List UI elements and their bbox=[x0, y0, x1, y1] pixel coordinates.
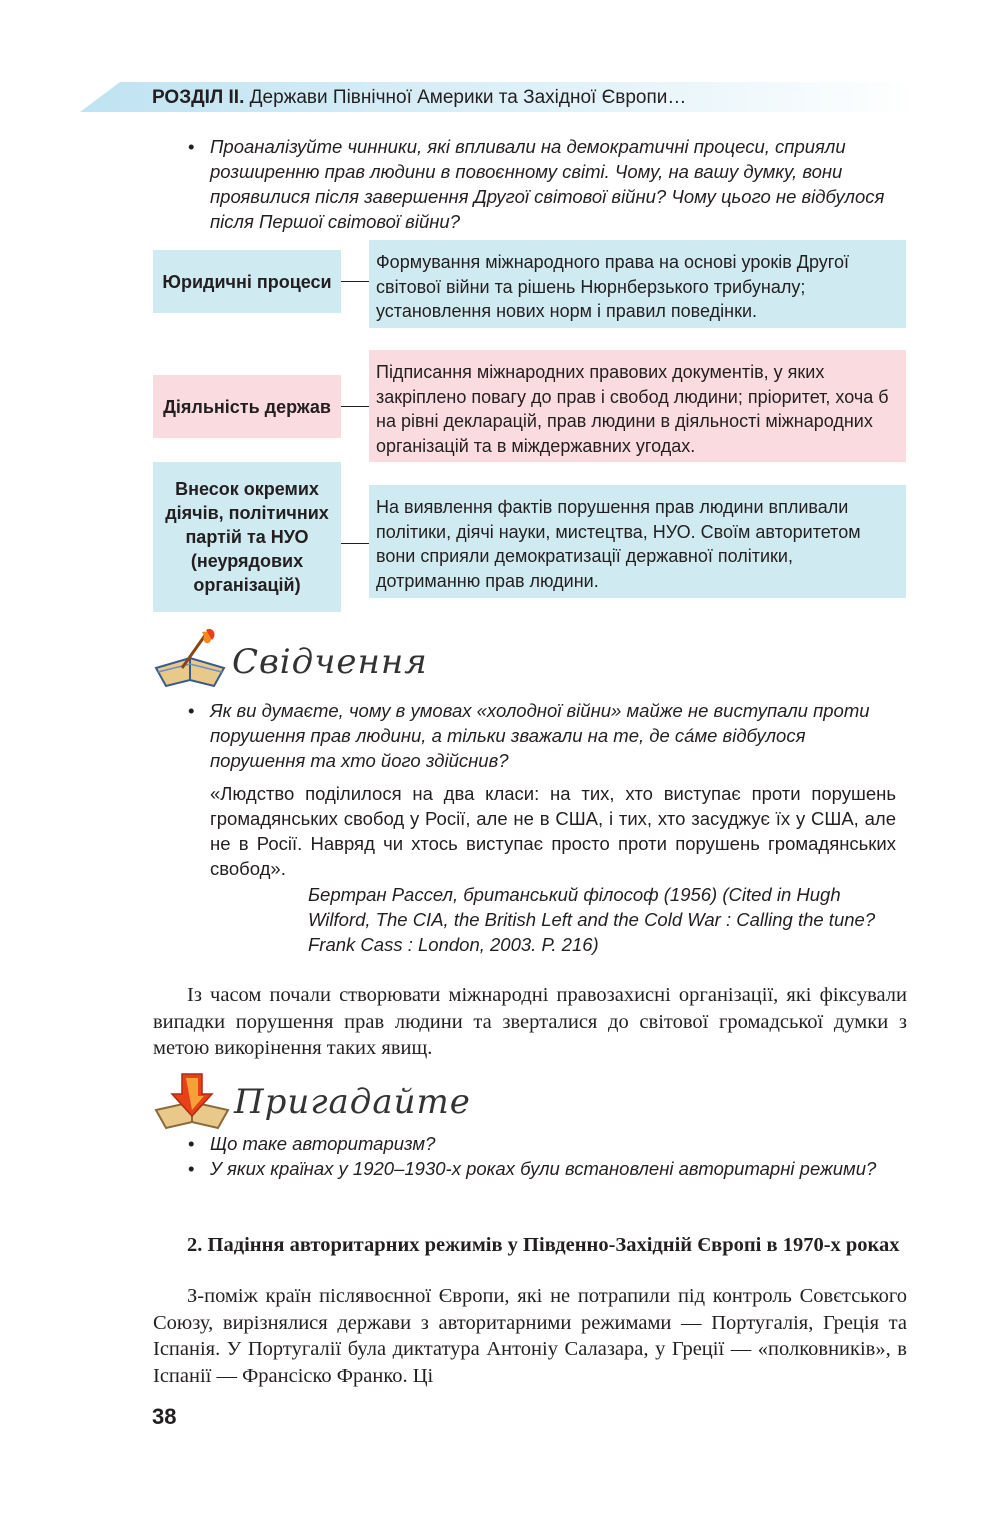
intro-question-list bbox=[210, 134, 906, 234]
evidence-citation: Бертран Рассел, британський філософ (1956) (Cited in Hugh Wilford, The CIA, the British Left and the Cold War : Calling the tune? Frank Cass : London, 2003. P. 216) bbox=[308, 884, 876, 955]
remember-item-2: • У яких країнах у 1920–1930-х роках були встановлені авторитарні режими? bbox=[210, 1156, 902, 1181]
diagram-connector-2 bbox=[341, 406, 369, 407]
remember-item-1: • Що таке авторитаризм? bbox=[210, 1131, 902, 1156]
arrow-book-icon bbox=[152, 1072, 232, 1132]
diagram-label-legal: Юридичні процеси bbox=[153, 250, 341, 313]
diagram-text-individuals: На виявлення фактів порушення прав людини впливали політики, діячі науки, мистецтва, НУО. Своїм авторитетом вони сприяли демократизації державної політики, дотриманню прав людини. bbox=[369, 485, 906, 598]
evidence-question-list bbox=[210, 698, 900, 773]
diagram-text-legal: Формування міжнародного права на основі уроків Другої світової війни та рішень Нюрнберзького трибуналу; установлення нових норм і правил поведінки. bbox=[369, 240, 906, 328]
header-title: Держави Північної Америки та Західної Європи… bbox=[249, 87, 687, 108]
running-header bbox=[152, 86, 686, 110]
page-number: 38 bbox=[152, 1404, 177, 1429]
diagram-connector-1 bbox=[341, 281, 369, 282]
remember-list bbox=[210, 1131, 902, 1181]
evidence-question: • Як ви думаєте, чому в умовах «холодної війни» майже не виступали проти порушення прав людини, а тільки зважали на те, де сáме відбулося порушення та хто його здійснив? bbox=[210, 698, 900, 773]
paragraph-1: Із часом почали створювати міжнародні правозахисні організації, які фіксували випадки порушення прав людини та зверталися до світової громадської думки з метою викорінення таких явищ. bbox=[153, 984, 907, 1059]
diagram-connector-3 bbox=[341, 543, 369, 544]
diagram-text-states: Підписання міжнародних правових документів, у яких закріплено повагу до прав і свобод людини; пріоритет, хоча б на рівні декларацій, прав людини в діяльності міжнародних організацій та в міждержавних угодах. bbox=[369, 350, 906, 462]
book-quill-icon bbox=[152, 628, 228, 690]
evidence-title: Свідчення bbox=[232, 642, 428, 682]
diagram-label-states: Діяльність держав bbox=[153, 375, 341, 438]
section-2-text: З-поміж країн післявоєнної Європи, які не потрапили під контроль Совєтського Союзу, вирізнялися держави з авторитарними режимами — Португалія, Греція та Іспанія. У Португалії була диктатура Антоніу Салазара, у Греції — «полковників», в Іспанії — Франсіско Франко. Ці bbox=[153, 1285, 907, 1387]
diagram-label-individuals: Внесок окремих діячів, політичних партій та НУО (неурядових організацій) bbox=[153, 462, 341, 612]
evidence-quote: «Людство поділилося на два класи: на тих, хто виступає проти порушень громадянських свобод у Росії, але не в США, і тих, хто засуджує їх у США, але не в Росії. Навряд чи хтось виступає просто проти порушень громадянських свобод». bbox=[210, 783, 896, 879]
section-2-heading: 2. Падіння авторитарних режимів у Південно-Західній Європі в 1970-х роках bbox=[187, 1234, 900, 1256]
header-section: РОЗДІЛ ІІ. bbox=[152, 87, 245, 108]
remember-title: Пригадайте bbox=[234, 1082, 471, 1122]
intro-question: • Проаналізуйте чинники, які впливали на демократичні процеси, сприяли розширенню прав людини в повоєнному світі. Чому, на вашу думку, вони проявилися після завершення Другої світової війни? Чому цього не відбулося після Першої світової війни? bbox=[210, 134, 906, 234]
